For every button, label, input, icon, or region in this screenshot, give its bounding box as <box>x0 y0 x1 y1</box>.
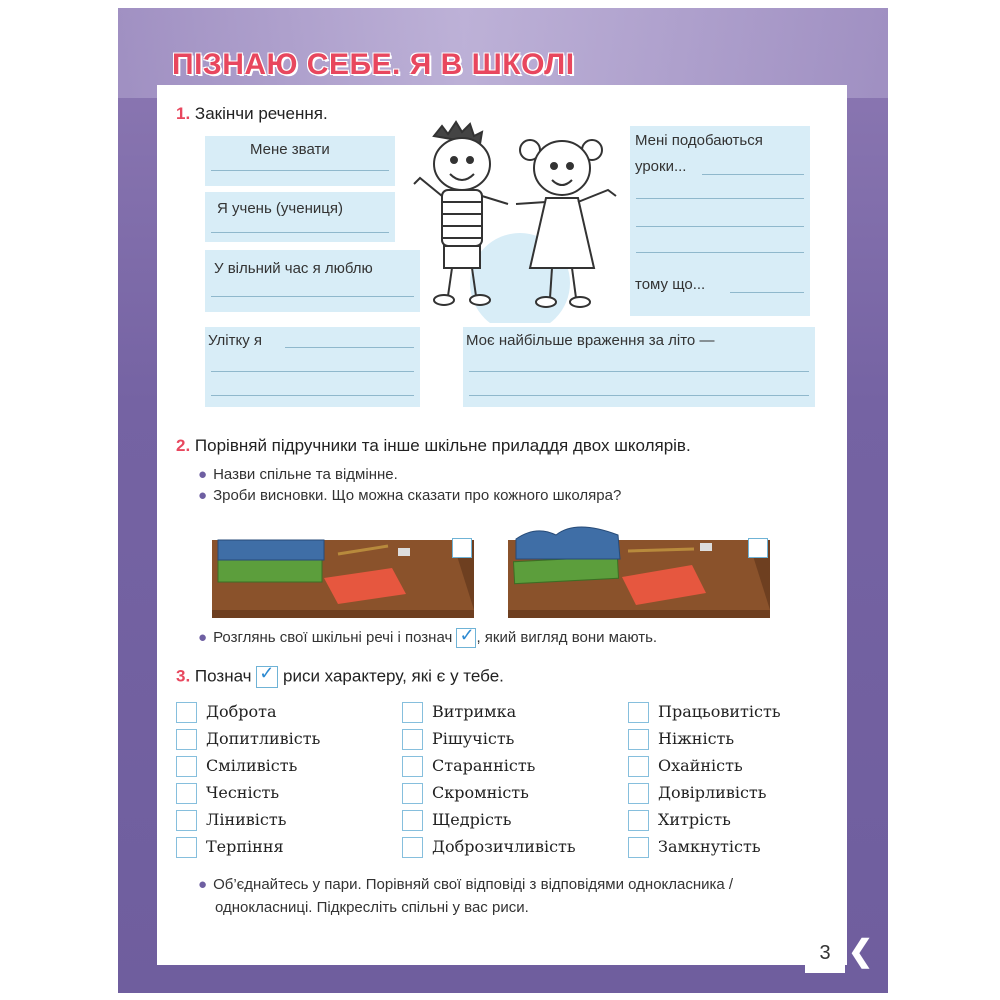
trait-item[interactable] <box>176 810 286 831</box>
trait-checkbox[interactable] <box>402 756 423 777</box>
trait-label: Хитрість <box>658 810 731 829</box>
answer-line <box>211 170 389 171</box>
trait-item[interactable] <box>402 810 511 831</box>
trait-label: Допитливість <box>206 729 321 748</box>
trait-item[interactable] <box>628 702 781 723</box>
field-because-label: тому що... <box>635 276 706 293</box>
task-1-heading <box>176 104 328 124</box>
trait-label: Доброта <box>206 702 277 721</box>
trait-label: Замкнутість <box>658 837 761 856</box>
trait-item[interactable] <box>628 729 734 750</box>
answer-line <box>211 371 414 372</box>
desk-image-tidy <box>212 530 474 618</box>
trait-label: Старанність <box>432 756 536 775</box>
trait-label: Лінивість <box>206 810 287 829</box>
task-2-title: Порівняй підручники та інше шкільне приладдя двох школярів. <box>194 436 691 455</box>
task-3-footer-2 <box>215 899 529 916</box>
check-mark-icon <box>456 628 476 648</box>
task-2-note <box>198 628 657 648</box>
children-illustration <box>412 118 637 323</box>
task-3-title-after: риси характеру, які є у тебе. <box>283 666 504 686</box>
answer-line <box>730 292 804 293</box>
answer-line <box>469 371 809 372</box>
trait-item[interactable] <box>176 783 279 804</box>
trait-item[interactable] <box>402 783 529 804</box>
task-1-title: Закінчи речення. <box>194 104 328 123</box>
trait-item[interactable] <box>628 756 743 777</box>
task-2-bullet-2 <box>198 487 621 504</box>
trait-checkbox[interactable] <box>176 756 197 777</box>
trait-checkbox[interactable] <box>628 837 649 858</box>
field-impression-label: Моє найбільше враження за літо — <box>466 332 715 349</box>
trait-item[interactable] <box>402 702 516 723</box>
field-free-time[interactable] <box>205 250 420 312</box>
trait-label: Скромність <box>432 783 529 802</box>
answer-line <box>702 174 804 175</box>
trait-label: Охайність <box>658 756 743 775</box>
trait-checkbox[interactable] <box>402 810 423 831</box>
field-pupil[interactable] <box>205 192 395 242</box>
task-2-note-before: Розглянь свої шкільні речі і познач <box>213 628 453 646</box>
trait-item[interactable] <box>628 837 761 858</box>
trait-label: Доброзичливість <box>432 837 576 856</box>
trait-item[interactable] <box>176 729 320 750</box>
field-impression[interactable] <box>463 327 815 407</box>
answer-line <box>636 198 804 199</box>
field-lessons[interactable] <box>630 126 810 316</box>
trait-label: Чесність <box>206 783 280 802</box>
page-title: ПІЗНАЮ СЕБЕ. Я В ШКОЛІ <box>172 48 575 81</box>
answer-line <box>285 347 414 348</box>
trait-label: Довірливість <box>658 783 767 802</box>
task-2-heading <box>176 436 691 456</box>
trait-checkbox[interactable] <box>176 837 197 858</box>
trait-checkbox[interactable] <box>402 729 423 750</box>
desk-tidy-checkbox[interactable] <box>452 538 472 558</box>
trait-item[interactable] <box>402 729 514 750</box>
field-name-label: Мене звати <box>250 141 330 158</box>
answer-line <box>211 232 389 233</box>
next-page-arrow-icon: ❮ <box>848 935 874 968</box>
field-lessons-label-2: уроки... <box>635 158 687 175</box>
bullet-dot: ● <box>198 628 208 646</box>
bullet-dot: ● <box>198 466 208 483</box>
trait-label: Рішучість <box>432 729 515 748</box>
trait-checkbox[interactable] <box>628 729 649 750</box>
answer-line <box>211 296 414 297</box>
task-3-number: 3. <box>176 666 191 686</box>
trait-checkbox[interactable] <box>176 729 197 750</box>
check-mark-icon <box>256 666 278 688</box>
trait-checkbox[interactable] <box>628 756 649 777</box>
trait-label: Терпіння <box>206 837 284 856</box>
trait-checkbox[interactable] <box>176 702 197 723</box>
field-summer[interactable] <box>205 327 420 407</box>
bullet-dot: ● <box>198 876 208 893</box>
trait-item[interactable] <box>176 756 297 777</box>
field-lessons-label-1: Мені подобаються <box>635 132 763 149</box>
trait-label: Працьовитість <box>658 702 781 721</box>
trait-checkbox[interactable] <box>402 783 423 804</box>
task-3-heading <box>176 666 504 688</box>
task-3-footer-line-1: Об’єднайтесь у пари. Порівняй свої відповіді з відповідями однокласника / <box>213 876 734 893</box>
trait-label: Сміливість <box>206 756 298 775</box>
trait-checkbox[interactable] <box>402 702 423 723</box>
trait-item[interactable] <box>402 837 576 858</box>
task-2-number: 2. <box>176 436 191 455</box>
desk-messy-checkbox[interactable] <box>748 538 768 558</box>
page-margin <box>0 0 118 1000</box>
answer-line <box>211 395 414 396</box>
field-summer-label: Улітку я <box>208 332 263 349</box>
trait-checkbox[interactable] <box>628 783 649 804</box>
trait-item[interactable] <box>176 837 284 858</box>
page-number: 3 <box>805 933 845 973</box>
trait-checkbox[interactable] <box>402 837 423 858</box>
trait-checkbox[interactable] <box>176 783 197 804</box>
trait-checkbox[interactable] <box>176 810 197 831</box>
field-free-time-label: У вільний час я люблю <box>214 260 373 277</box>
task-2-bullet-1 <box>198 466 398 483</box>
trait-item[interactable] <box>402 756 535 777</box>
task-2-note-after: , який вигляд вони мають. <box>476 628 658 646</box>
answer-line <box>636 252 804 253</box>
trait-item[interactable] <box>176 702 277 723</box>
trait-item[interactable] <box>628 783 766 804</box>
task-2-bullet-text: Зроби висновки. Що можна сказати про кожного школяра? <box>213 487 622 504</box>
task-2-bullet-text: Назви спільне та відмінне. <box>213 466 398 483</box>
task-3-footer <box>198 876 733 893</box>
trait-label: Ніжність <box>658 729 735 748</box>
trait-item[interactable] <box>628 810 731 831</box>
field-pupil-label: Я учень (учениця) <box>217 200 343 217</box>
answer-line <box>469 395 809 396</box>
task-3-footer-line-2: однокласниці. Підкресліть спільні у вас риси. <box>215 899 529 916</box>
trait-checkbox[interactable] <box>628 810 649 831</box>
trait-checkbox[interactable] <box>628 702 649 723</box>
answer-line <box>636 226 804 227</box>
desk-image-messy <box>508 515 770 618</box>
trait-label: Витримка <box>432 702 517 721</box>
task-1-number: 1. <box>176 104 191 123</box>
field-name[interactable] <box>205 136 395 186</box>
bullet-dot: ● <box>198 487 208 504</box>
trait-label: Щедрість <box>432 810 512 829</box>
task-3-title-before: Познач <box>194 666 252 686</box>
